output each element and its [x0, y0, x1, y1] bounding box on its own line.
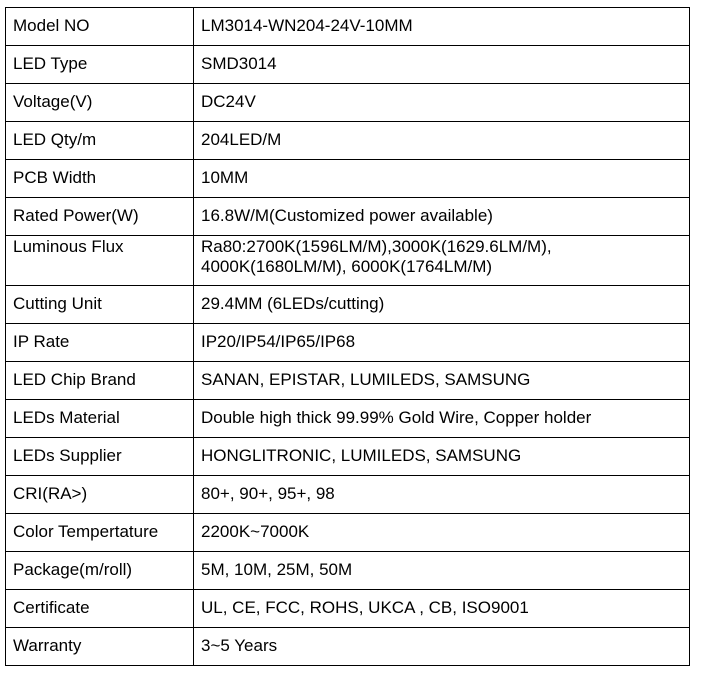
spec-label: Color Tempertature: [6, 514, 194, 552]
spec-label: LED Qty/m: [6, 122, 194, 160]
spec-label: LEDs Supplier: [6, 438, 194, 476]
spec-label: LED Type: [6, 46, 194, 84]
spec-value-line-2: 4000K(1680LM/M), 6000K(1764LM/M): [201, 257, 493, 276]
spec-value: 29.4MM (6LEDs/cutting): [194, 286, 690, 324]
table-row: [6, 362, 690, 400]
spec-value: 80+, 90+, 95+, 98: [194, 476, 690, 514]
spec-label: Voltage(V): [6, 84, 194, 122]
spec-value: 3~5 Years: [194, 628, 690, 666]
table-row: [6, 46, 690, 84]
spec-label: Rated Power(W): [6, 198, 194, 236]
spec-value: 204LED/M: [194, 122, 690, 160]
table-row: [6, 286, 690, 324]
table-row: [6, 198, 690, 236]
table-row: [6, 628, 690, 666]
spec-label: Warranty: [6, 628, 194, 666]
spec-value: 5M, 10M, 25M, 50M: [194, 552, 690, 590]
spec-value: LM3014-WN204-24V-10MM: [194, 8, 690, 46]
spec-value: Double high thick 99.99% Gold Wire, Copper holder: [194, 400, 690, 438]
spec-table: [5, 7, 690, 666]
table-row: [6, 552, 690, 590]
spec-label: Model NO: [6, 8, 194, 46]
table-row: [6, 160, 690, 198]
table-row: [6, 84, 690, 122]
table-row: [6, 400, 690, 438]
spec-value: SMD3014: [194, 46, 690, 84]
spec-value: 10MM: [194, 160, 690, 198]
table-row: [6, 590, 690, 628]
spec-label: CRI(RA>): [6, 476, 194, 514]
table-row: [6, 236, 690, 286]
table-row: [6, 476, 690, 514]
table-row: [6, 514, 690, 552]
spec-value: UL, CE, FCC, ROHS, UKCA , CB, ISO9001: [194, 590, 690, 628]
spec-value: [194, 236, 690, 286]
spec-label: Package(m/roll): [6, 552, 194, 590]
spec-label: IP Rate: [6, 324, 194, 362]
table-row: [6, 8, 690, 46]
spec-value: IP20/IP54/IP65/IP68: [194, 324, 690, 362]
spec-label: Luminous Flux: [6, 236, 194, 286]
table-row: [6, 438, 690, 476]
spec-label: LED Chip Brand: [6, 362, 194, 400]
spec-value: SANAN, EPISTAR, LUMILEDS, SAMSUNG: [194, 362, 690, 400]
spec-label: PCB Width: [6, 160, 194, 198]
spec-value: 2200K~7000K: [194, 514, 690, 552]
spec-label: Cutting Unit: [6, 286, 194, 324]
spec-label: Certificate: [6, 590, 194, 628]
spec-value: 16.8W/M(Customized power available): [194, 198, 690, 236]
spec-value-line-1: Ra80:2700K(1596LM/M),3000K(1629.6LM/M),: [201, 237, 552, 256]
spec-value: HONGLITRONIC, LUMILEDS, SAMSUNG: [194, 438, 690, 476]
table-row: [6, 122, 690, 160]
spec-value: DC24V: [194, 84, 690, 122]
table-row: [6, 324, 690, 362]
spec-label: LEDs Material: [6, 400, 194, 438]
